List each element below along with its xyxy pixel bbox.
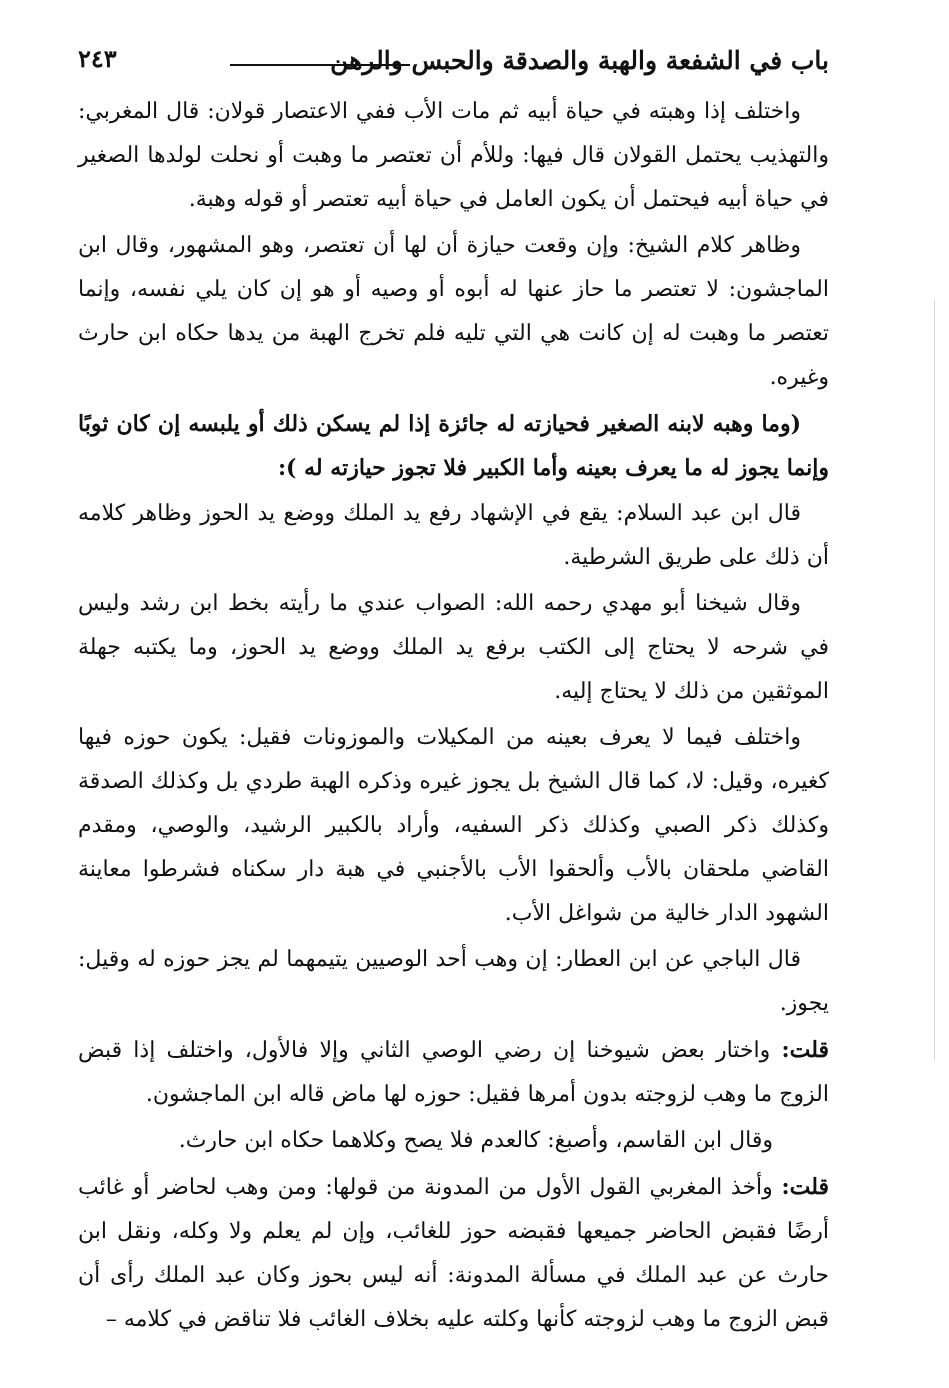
chapter-title: باب في الشفعة والهبة والصدقة والحبس والرهن (330, 46, 829, 75)
binding-shadow (934, 300, 935, 1060)
paragraph: قال الباجي عن ابن العطار: إن وهب أحد الوصيين يتيمهما لم يجز حوزه له وقيل: يجوز. (78, 947, 829, 1016)
paragraph: واختلف إذا وهبته في حياة أبيه ثم مات الأب ففي الاعتصار قولان: قال المغربي: والتهذيب يحتمل القولان قال فيها: وللأم أن تعتصر ما وهبت أو نحلت لولدها الصغير في حياة أبيه فيحتمل أن يكون العامل في حياة أبيه تعتصر أو قوله وهبة. (78, 99, 829, 212)
quoted-matn: (وما وهبه لابنه الصغير فحيازته له جائزة إذا لم يسكن ذلك أو يلبسه إن كان ثوبًا وإنما يجوز له ما يعرف بعينه وأما الكبير فلا تجوز حيازته له ): (78, 411, 829, 481)
paragraph-body: واختار بعض شيوخنا إن رضي الوصي الثاني وإلا فالأول، واختلف إذا قبض الزوج ما وهب لزوجته بدون أمرها فقيل: حوزه لها ماض قاله ابن الماجشون. (78, 1038, 829, 1107)
paragraph-lead: قلت: (781, 1174, 829, 1200)
paragraph: وقال ابن القاسم، وأصبغ: كالعدم فلا يصح وكلاهما حكاه ابن حارث. (178, 1128, 773, 1153)
paragraph (78, 1028, 829, 1117)
page-number: ٢٤٣ (78, 44, 117, 73)
paragraph: قال ابن عبد السلام: يقع في الإشهاد رفع يد الملك ووضع يد الحوز وظاهر كلامه أن ذلك على طريق الشرطية. (78, 501, 829, 570)
body-text (78, 90, 829, 1342)
paragraph: وقال شيخنا أبو مهدي رحمه الله: الصواب عندي ما رأيته بخط ابن رشد وليس في شرحه لا يحتاج إلى الكتب برفع يد الملك ووضع يد الحوز، وما يكتبه جهلة الموثقين من ذلك لا يحتاج إليه. (78, 591, 829, 704)
paragraph-lead: قلت: (781, 1037, 829, 1063)
paragraph: وظاهر كلام الشيخ: وإن وقعت حيازة أن لها أن تعتصر، وهو المشهور، وقال ابن الماجشون: لا تعتصر ما حاز عنها له أبوه أو وصيه أو هو إن كان يلي نفسه، وإنما تعتصر ما وهبت له إن كانت هي التي تليه فلم تخرج الهبة من يدها حكاه ابن حارث وغيره. (78, 233, 829, 390)
header-rule (230, 64, 410, 66)
paragraph: واختلف فيما لا يعرف بعينه من المكيلات والموزونات فقيل: يكون حوزه فيها كغيره، وقيل: لا، كما قال الشيخ بل يجوز غيره وذكره الهبة طردي بل وكذلك الصدقة وكذلك ذكر الصبي وكذلك ذكر السفيه، وأراد بالكبير الرشيد، والوصي، ومقدم القاضي ملحقان بالأب وألحقوا الأب بالأجنبي في هبة دار سكناه فشرطوا معاينة الشهود الدار خالية من شواغل الأب. (78, 725, 829, 926)
paragraph (78, 1165, 829, 1342)
paragraph-body: وأخذ المغربي القول الأول من المدونة من قولها: ومن وهب لحاضر أو غائب أرضًا فقبض الحاضر جميعها فقبضه حوز للغائب، وإن لم يعلم ولا وكله، ونقل ابن حارث عن عبد الملك في مسألة المدونة: أنه ليس بحوز وكان عبد الملك رأى أن قبض الزوج ما وهب لزوجته كأنها وكلته عليه بخلاف الغائب فلا تناقض في كلامه – (78, 1175, 829, 1332)
running-header (78, 38, 829, 90)
